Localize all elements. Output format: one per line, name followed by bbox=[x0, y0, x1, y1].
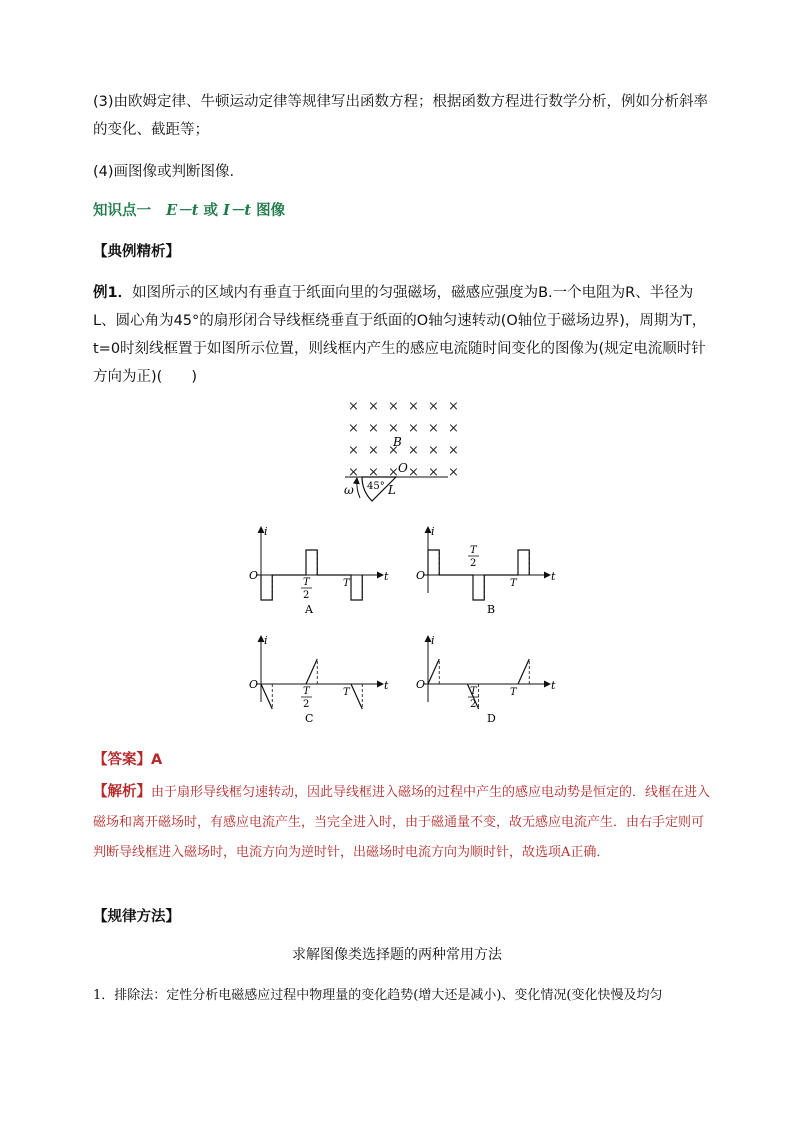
section-suffix: 图像 bbox=[256, 203, 286, 219]
half-period-den: 2 bbox=[303, 590, 310, 601]
angle-label: 45° bbox=[367, 481, 385, 492]
answer-line bbox=[93, 748, 162, 769]
example-question bbox=[93, 279, 713, 391]
half-period-den: 2 bbox=[470, 558, 477, 569]
half-period-den: 2 bbox=[470, 699, 477, 710]
period-label: T bbox=[343, 578, 350, 589]
step-3-paragraph: (3)由欧姆定律、牛顿运动定律等规律写出函数方程；根据函数方程进行数学分析，例如分析斜率的变化、截距等； bbox=[93, 94, 709, 138]
t-axis-label: t bbox=[551, 570, 556, 583]
method-header: 【规律方法】 bbox=[93, 909, 180, 925]
option-graph-d bbox=[416, 634, 556, 725]
rotation-arrow bbox=[357, 478, 360, 498]
half-period-num: T bbox=[303, 686, 310, 697]
period-label: T bbox=[510, 687, 517, 698]
field-cross: × bbox=[408, 465, 419, 480]
field-cross: × bbox=[348, 465, 359, 480]
field-cross: × bbox=[388, 465, 399, 480]
field-cross: × bbox=[448, 443, 459, 458]
typical-example-header: 【典例精析】 bbox=[93, 244, 180, 260]
analysis-text: 由于扇形导线框匀速转动，因此导线框进入磁场的过程中产生的感应电动势是恒定的．线框在进入磁场和离开磁场时，有感应电流产生，当完全进入时，由于磁通量不变，故无感应电流产生．由右手定则可判断导线框进入磁场时，电流方向为逆时针，出磁场时电流方向为顺时针，故选项A正确． bbox=[93, 785, 711, 860]
field-cross: × bbox=[428, 443, 439, 458]
origin-label: O bbox=[249, 678, 259, 691]
method-item-1: 1．排除法：定性分析电磁感应过程中物理量的变化趋势(增大还是减小)、变化情况(变化快慢及均匀 bbox=[93, 988, 663, 1003]
origin-label: O bbox=[416, 678, 426, 691]
step-4-paragraph: (4)画图像或判断图像． bbox=[93, 164, 245, 180]
section-heading bbox=[93, 199, 285, 220]
example-label: 例1． bbox=[93, 285, 133, 301]
field-cross: × bbox=[368, 399, 379, 414]
option-graph-a bbox=[249, 525, 389, 616]
field-cross: × bbox=[368, 465, 379, 480]
answer-value: A bbox=[151, 752, 163, 768]
t-axis-label: t bbox=[551, 679, 556, 692]
field-cross: × bbox=[408, 399, 419, 414]
omega-label: ω bbox=[344, 483, 354, 497]
option-letter: A bbox=[305, 603, 313, 616]
field-cross: × bbox=[388, 399, 399, 414]
field-cross: × bbox=[368, 421, 379, 436]
formula-e-t: E－t bbox=[166, 202, 199, 219]
origin-label: O bbox=[249, 569, 259, 582]
field-cross: × bbox=[428, 421, 439, 436]
formula-i-t: I－t bbox=[223, 202, 252, 219]
field-label-b: B bbox=[393, 435, 402, 449]
analysis-tag: 【解析】 bbox=[93, 784, 151, 800]
field-cross: × bbox=[448, 421, 459, 436]
field-cross: × bbox=[388, 421, 399, 436]
i-axis-label: i bbox=[264, 634, 268, 647]
pivot-label-o: O bbox=[398, 461, 408, 475]
i-axis-label: i bbox=[431, 634, 435, 647]
t-axis-label: t bbox=[384, 679, 389, 692]
t-axis-label: t bbox=[384, 570, 389, 583]
answer-tag: 【答案】 bbox=[93, 752, 151, 768]
option-graph-c bbox=[249, 634, 389, 725]
option-graph-b bbox=[416, 525, 556, 616]
option-letter: D bbox=[487, 712, 496, 725]
half-period-den: 2 bbox=[303, 699, 310, 710]
field-cross: × bbox=[348, 399, 359, 414]
option-letter: B bbox=[487, 603, 496, 616]
field-cross: × bbox=[428, 399, 439, 414]
option-letter: C bbox=[305, 712, 314, 725]
analysis-paragraph bbox=[93, 777, 713, 868]
half-period-num: T bbox=[303, 577, 310, 588]
i-axis-label: i bbox=[431, 525, 435, 538]
radius-label: L bbox=[388, 483, 396, 497]
period-label: T bbox=[510, 578, 517, 589]
field-cross: × bbox=[348, 421, 359, 436]
field-cross: × bbox=[368, 443, 379, 458]
physics-figure bbox=[230, 395, 570, 735]
field-cross: × bbox=[448, 465, 459, 480]
example-text: 如图所示的区域内有垂直于纸面向里的匀强磁场，磁感应强度为B.一个电阻为R、半径为L、圆心角为45°的扇形闭合导线框绕垂直于纸面的O轴匀速转动(O轴位于磁场边界)，周期为T，t=0时刻线框置于如图所示位置，则线框内产生的感应电流随时间变化的图像为(规定电流顺时针方向为正)( ) bbox=[93, 285, 707, 385]
field-cross: × bbox=[408, 443, 419, 458]
method-title: 求解图像类选择题的两种常用方法 bbox=[292, 947, 502, 963]
section-or: 或 bbox=[203, 203, 218, 219]
field-cross: × bbox=[348, 443, 359, 458]
half-period-num: T bbox=[470, 545, 477, 556]
field-cross: × bbox=[448, 399, 459, 414]
field-cross: × bbox=[408, 421, 419, 436]
field-cross: × bbox=[388, 443, 399, 458]
period-label: T bbox=[343, 687, 350, 698]
half-period-num: T bbox=[470, 686, 477, 697]
section-prefix: 知识点一 bbox=[93, 203, 151, 219]
i-axis-label: i bbox=[264, 525, 268, 538]
field-cross: × bbox=[428, 465, 439, 480]
origin-label: O bbox=[416, 569, 426, 582]
